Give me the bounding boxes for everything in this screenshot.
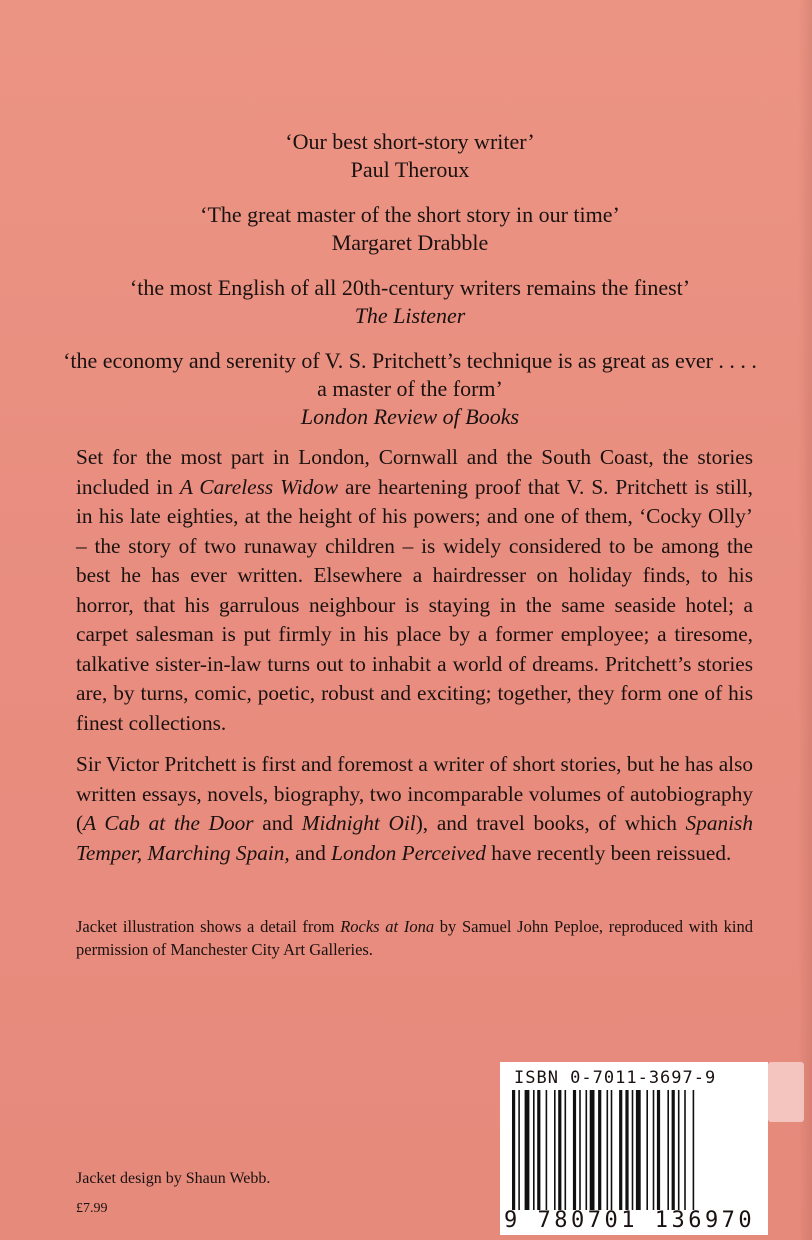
barcode-bar — [684, 1090, 686, 1210]
barcode-bar — [554, 1090, 556, 1210]
quote-attribution: London Review of Books — [300, 404, 520, 429]
review-quote — [60, 128, 760, 184]
barcode-bar — [619, 1090, 622, 1210]
quote-text: ‘Our best short-story writer’ — [285, 129, 535, 154]
price: £7.99 — [76, 1201, 108, 1216]
barcode-bar — [607, 1090, 609, 1210]
blurb-text: are heartening proof that V. S. Pritchett is still, in his late eighties, at the height of his powers; and one of them, ‘Cocky Olly’ – the story of two runaway children – is widely considered to be among the best he has ever written. Elsewhere a hairdresser on holiday finds, to his horror, that his garrulous neighbour is staying in the same seaside hotel; a carpet salesman is put firmly in his place by a former employee; a tiresome, talkative sister-in-law turns out to inhabit a world of dreams. Pritchett’s stories are, by turns, comic, poetic, robust and exciting; together, they form one of his finest collections. — [76, 474, 753, 735]
work-title: London Perceived — [331, 840, 486, 865]
review-quote — [60, 201, 760, 257]
blurb-text: have recently been reissued. — [485, 840, 732, 865]
isbn-barcode — [500, 1062, 768, 1235]
review-quotes — [60, 128, 760, 448]
book-title: A Careless Widow — [179, 474, 339, 499]
barcode-bar — [558, 1090, 561, 1210]
work-title: A Cab at the Door — [83, 811, 254, 835]
work-title: Midnight Oil — [301, 811, 416, 835]
barcode-bar — [586, 1090, 588, 1210]
blurb-paragraph — [76, 443, 753, 738]
barcode-bar — [565, 1090, 567, 1210]
blurb-text: Sir Victor Pritchett is first and foremost a writer of short stories, but he has also written essays, novels, biography, two incomparable volumes of autobiography ( — [76, 752, 753, 835]
blurb-text: Set for the most part in London, Cornwall and the South Coast, the stories included in — [76, 445, 753, 499]
barcode-bar — [672, 1090, 675, 1210]
work-title: Spanish Temper, Marching Spain, — [76, 811, 753, 865]
book-blurb — [76, 443, 753, 880]
barcode-bar — [573, 1090, 576, 1210]
review-quote — [60, 274, 760, 330]
barcode-bar — [657, 1090, 660, 1210]
credit-text: Jacket illustration shows a detail from — [76, 917, 341, 936]
painting-title: Rocks at Iona — [340, 917, 435, 936]
sticker-residue — [768, 1062, 804, 1122]
barcode-bar — [598, 1090, 601, 1210]
barcode-bar — [525, 1090, 530, 1210]
barcode-bar — [632, 1090, 634, 1210]
isbn-number: ISBN 0-7011-3697-9 — [514, 1068, 717, 1088]
barcode-bar — [636, 1090, 641, 1210]
barcode-bar — [667, 1090, 669, 1210]
quote-attribution: Paul Theroux — [350, 157, 470, 182]
quote-text: ‘the economy and serenity of V. S. Pritchett’s technique is as great as ever . . . . a master of the form’ — [63, 348, 757, 401]
quote-attribution: Margaret Drabble — [331, 230, 489, 255]
ean-number: 9 780701 136970 — [504, 1208, 756, 1233]
blurb-text: and — [289, 840, 332, 865]
barcode-bar — [693, 1090, 695, 1210]
review-quote — [60, 347, 760, 431]
barcode-bar — [546, 1090, 548, 1210]
barcode-bars — [510, 1090, 760, 1210]
jacket-designer: Jacket design by Shaun Webb. — [76, 1170, 271, 1187]
barcode-bar — [611, 1090, 613, 1210]
barcode-bar — [625, 1090, 628, 1210]
barcode-bar — [533, 1090, 535, 1210]
barcode-bar — [512, 1090, 515, 1210]
blurb-text: ), and travel books, of which — [415, 811, 686, 835]
author-paragraph — [76, 750, 753, 868]
blurb-text: and — [253, 811, 302, 835]
quote-text: ‘The great master of the short story in our time’ — [200, 202, 620, 227]
barcode-bar — [579, 1090, 581, 1210]
quote-attribution: The Listener — [354, 303, 466, 328]
barcode-bar — [518, 1090, 520, 1210]
barcode-bar — [646, 1090, 648, 1210]
barcode-bar — [537, 1090, 540, 1210]
illustration-credit — [76, 915, 753, 961]
quote-text: ‘the most English of all 20th-century writers remains the finest’ — [129, 275, 691, 300]
barcode-bar — [653, 1090, 655, 1210]
cover-edge-shadow — [798, 0, 812, 1240]
barcode-bar — [678, 1090, 680, 1210]
credit-text: by Samuel John Peploe, reproduced with kind permission of Manchester City Art Galleries. — [76, 917, 754, 959]
barcode-bar — [590, 1090, 595, 1210]
